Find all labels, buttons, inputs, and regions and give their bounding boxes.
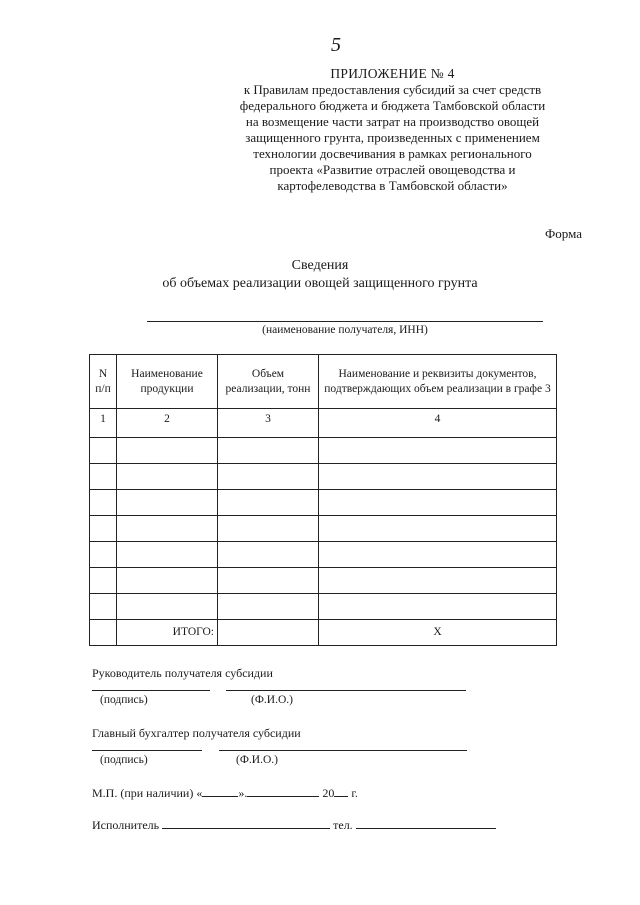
phone-field[interactable] xyxy=(356,816,496,829)
date-year-field[interactable] xyxy=(334,784,348,797)
appendix-block xyxy=(200,66,585,194)
appendix-line: защищенного грунта, произведенных с применением xyxy=(245,130,540,145)
total-label: ИТОГО: xyxy=(117,620,218,646)
total-volume-cell[interactable] xyxy=(218,620,319,646)
table-cell[interactable] xyxy=(117,542,218,568)
stamp-label: М.П. (при наличии) « xyxy=(92,786,203,800)
head-signature-line[interactable] xyxy=(92,690,210,691)
header-cell-volume: Объем реализации, тонн xyxy=(218,355,319,409)
page-number: 5 xyxy=(331,34,341,56)
table-row xyxy=(90,438,557,464)
recipient-caption: (наименование получателя, ИНН) xyxy=(262,324,428,336)
table-row xyxy=(90,568,557,594)
table-cell[interactable] xyxy=(319,490,557,516)
accountant-signature-caption: (подпись) xyxy=(100,754,148,766)
executor-line xyxy=(92,816,496,833)
header-cell-number: N п/п xyxy=(90,355,117,409)
table-cell[interactable] xyxy=(218,542,319,568)
table-row xyxy=(90,490,557,516)
table-cell[interactable] xyxy=(117,438,218,464)
table-cell[interactable] xyxy=(90,438,117,464)
accountant-name-line[interactable] xyxy=(219,750,467,751)
appendix-line: к Правилам предоставления субсидий за счет средств xyxy=(243,82,542,97)
executor-name-field[interactable] xyxy=(162,816,330,829)
table-cell[interactable] xyxy=(90,568,117,594)
column-number: 2 xyxy=(117,409,218,438)
head-name-line[interactable] xyxy=(226,690,466,691)
table-cell[interactable] xyxy=(90,464,117,490)
head-signature-caption: (подпись) xyxy=(100,694,148,706)
table-total-row xyxy=(90,620,557,646)
table-cell[interactable] xyxy=(90,490,117,516)
heading-subtitle: об объемах реализации овощей защищенного грунта xyxy=(162,276,478,291)
table-cell[interactable] xyxy=(319,568,557,594)
phone-label: тел. xyxy=(333,818,353,832)
table-cell[interactable] xyxy=(90,594,117,620)
appendix-line: технологии досвечивания в рамках регионального xyxy=(253,146,532,161)
executor-label: Исполнитель xyxy=(92,818,160,832)
stamp-date-line xyxy=(92,784,358,801)
table-cell[interactable] xyxy=(90,516,117,542)
table-cell[interactable] xyxy=(117,594,218,620)
header-cell-product: Наименование продукции xyxy=(117,355,218,409)
column-number: 3 xyxy=(218,409,319,438)
heading-title: Сведения xyxy=(291,258,349,273)
date-year-prefix: 20 xyxy=(322,786,335,800)
table-cell[interactable] xyxy=(218,594,319,620)
table-cell[interactable] xyxy=(117,490,218,516)
table-cell[interactable] xyxy=(319,464,557,490)
table-row xyxy=(90,594,557,620)
recipient-field-line[interactable] xyxy=(147,321,543,322)
appendix-line: федерального бюджета и бюджета Тамбовской области xyxy=(239,98,546,113)
head-name-caption: (Ф.И.О.) xyxy=(251,694,293,706)
table-cell[interactable] xyxy=(90,542,117,568)
accountant-signature-line[interactable] xyxy=(92,750,202,751)
table-cell[interactable] xyxy=(117,568,218,594)
date-year-suffix: г. xyxy=(351,786,358,800)
document-heading xyxy=(0,257,640,293)
header-cell-documents: Наименование и реквизиты документов, подтверждающих объем реализации в графе 3 xyxy=(319,355,557,409)
table-cell[interactable] xyxy=(218,438,319,464)
table-cell[interactable] xyxy=(117,516,218,542)
table-cell[interactable] xyxy=(319,594,557,620)
sales-table xyxy=(89,354,557,646)
table-cell[interactable] xyxy=(319,542,557,568)
head-signature-label: Руководитель получателя субсидии xyxy=(92,666,273,680)
table-header-row xyxy=(90,355,557,409)
table-cell[interactable] xyxy=(117,464,218,490)
table-cell[interactable] xyxy=(319,438,557,464)
date-day-field[interactable] xyxy=(202,784,238,797)
appendix-title: ПРИЛОЖЕНИЕ № 4 xyxy=(330,66,455,81)
table-cell[interactable] xyxy=(218,516,319,542)
table-cell[interactable] xyxy=(218,464,319,490)
table-cell[interactable] xyxy=(319,516,557,542)
table-column-numbers-row xyxy=(90,409,557,438)
table-cell[interactable] xyxy=(218,568,319,594)
table-cell[interactable] xyxy=(218,490,319,516)
accountant-signature-label: Главный бухгалтер получателя субсидии xyxy=(92,726,301,740)
table-row xyxy=(90,542,557,568)
table-row xyxy=(90,464,557,490)
date-month-field[interactable] xyxy=(247,784,319,797)
total-documents-cell: X xyxy=(319,620,557,646)
table-cell xyxy=(90,620,117,646)
appendix-line: картофелеводства в Тамбовской области» xyxy=(277,178,508,193)
appendix-line: на возмещение части затрат на производство овощей xyxy=(245,114,540,129)
form-label: Форма xyxy=(545,226,582,241)
column-number: 4 xyxy=(319,409,557,438)
table-row xyxy=(90,516,557,542)
appendix-line: проекта «Развитие отраслей овощеводства и xyxy=(269,162,516,177)
accountant-name-caption: (Ф.И.О.) xyxy=(236,754,278,766)
column-number: 1 xyxy=(90,409,117,438)
date-separator: ». xyxy=(238,786,248,800)
